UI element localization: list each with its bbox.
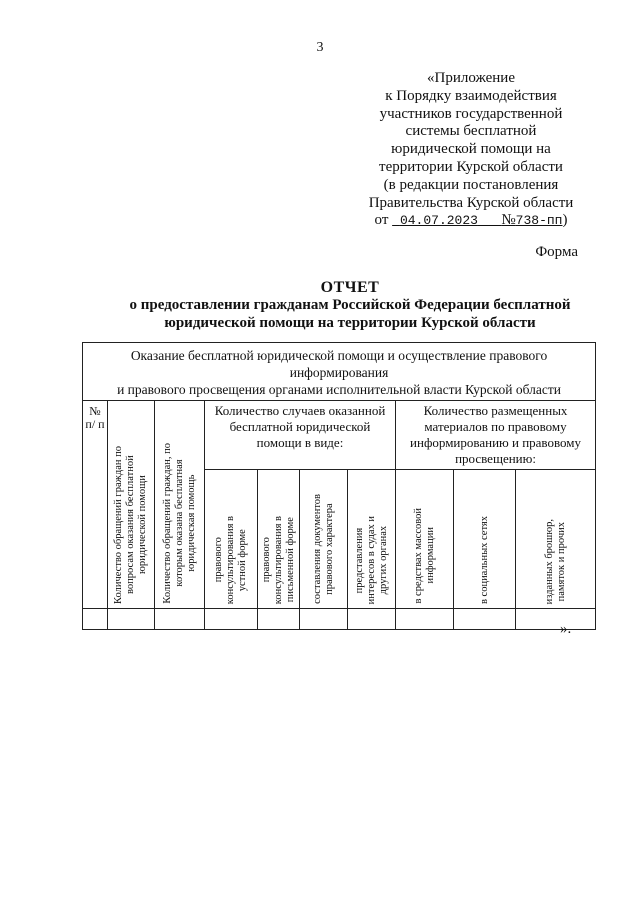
header-text-line: Количество обращений граждан, по — [161, 443, 173, 604]
data-cell[interactable] — [348, 609, 396, 630]
form-label: Форма — [535, 244, 578, 260]
appendix-line: территории Курской области — [379, 158, 563, 175]
data-cell[interactable] — [454, 609, 516, 630]
appendix-line: «Приложение — [426, 70, 515, 86]
header-text-line: которым оказана бесплатная — [173, 460, 185, 588]
resolution-date-line — [340, 212, 602, 230]
appendix-line: юридической помощи на — [391, 141, 551, 158]
sub-header-court-representation — [348, 470, 396, 609]
sub-header-brochures — [516, 470, 596, 609]
header-text-line: в средствах массовой — [412, 508, 424, 604]
data-cell[interactable] — [155, 609, 205, 630]
appendix-line: к Порядку взаимодействия — [385, 87, 557, 104]
appendix-line: Правительства Курской области — [368, 194, 574, 211]
subtitle-line: о предоставлении гражданам Российской Федерации бесплатной — [129, 297, 571, 313]
header-text-line: памяток и прочих — [555, 521, 567, 602]
closing-quote: ». — [560, 621, 572, 637]
banner-line: и правового просвещения органами исполнительной власти Курской области — [117, 382, 561, 397]
header-text-line: консультирования в — [225, 515, 236, 604]
col-header-number: № п/ п — [83, 401, 108, 609]
header-text-line: устной форме — [237, 528, 248, 591]
sub-header-social-networks — [454, 470, 516, 609]
col-header-appeals — [108, 401, 155, 609]
header-text-line: интересов в судах и — [365, 515, 377, 604]
header-text-line: правового характера — [323, 503, 335, 595]
col-header-help-provided — [155, 401, 205, 609]
data-cell[interactable] — [83, 609, 108, 630]
header-text-line: представления — [353, 527, 365, 593]
header-text-line: изданных брошюр, — [543, 518, 555, 604]
data-cell[interactable] — [396, 609, 454, 630]
col-group-cases: Количество случаев оказанной бесплатной юридической помощи в виде: — [205, 401, 396, 470]
number-sign: № — [501, 212, 516, 229]
date-suffix: ) — [562, 212, 568, 229]
header-text-line: правового — [213, 537, 224, 583]
header-text-line: составления документов — [311, 494, 323, 604]
subtitle-line: юридической помощи на территории Курской области — [164, 315, 536, 331]
date-prefix: от — [374, 212, 389, 229]
report-title: ОТЧЕТ — [320, 279, 380, 296]
data-cell[interactable] — [258, 609, 300, 630]
appendix-line: системы бесплатной — [405, 123, 537, 140]
header-text-line: вопросам оказания бесплатной — [125, 455, 136, 595]
data-cell[interactable] — [300, 609, 348, 630]
header-text-line: юридическая помощь — [185, 475, 197, 573]
data-cell[interactable] — [205, 609, 258, 630]
report-subtitle — [80, 296, 620, 332]
data-cell[interactable] — [516, 609, 596, 630]
resolution-number: 738-пп — [515, 213, 563, 229]
appendix-line: участников государственной — [379, 105, 563, 122]
header-text-line: консультирования в — [272, 515, 284, 604]
resolution-date: 04.07.2023 — [399, 213, 478, 229]
sub-header-mass-media — [396, 470, 454, 609]
header-text-line: информации — [424, 528, 436, 585]
appendix-line: (в редакции постановления — [383, 176, 559, 193]
page-number: 3 — [316, 40, 324, 55]
data-cell[interactable] — [108, 609, 155, 630]
sub-header-legal-documents — [300, 470, 348, 609]
header-text-line: юридической помощи — [137, 475, 148, 575]
sub-header-written-consult — [258, 470, 300, 609]
header-text-line: других органах — [377, 525, 389, 595]
appendix-header — [340, 70, 602, 230]
header-text-line: в социальных сетях — [478, 515, 490, 604]
report-table — [82, 342, 596, 630]
banner-line: Оказание бесплатной юридической помощи и осуществление правового информирования — [130, 348, 548, 380]
header-text-line: Количество обращений граждан по — [113, 446, 124, 604]
header-text-line: письменной форме — [284, 517, 296, 603]
col-group-materials: Количество размещенных материалов по правовому информированию и правовому просвещению: — [396, 401, 596, 470]
sub-header-oral-consult — [205, 470, 258, 609]
table-banner — [83, 343, 596, 401]
table-row — [83, 609, 596, 630]
header-text-line: правового — [260, 537, 272, 583]
